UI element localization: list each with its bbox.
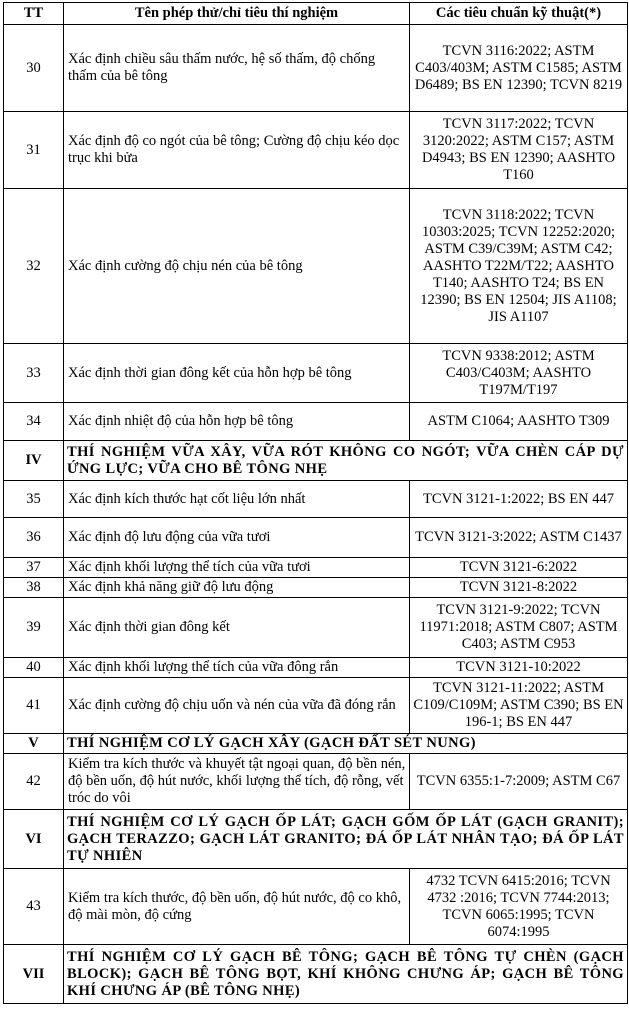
standards-cell: TCVN 3121-10:2022 xyxy=(410,658,628,678)
row-number: 32 xyxy=(4,189,64,344)
row-number: 34 xyxy=(4,403,64,441)
table-row xyxy=(4,25,628,112)
table-row xyxy=(4,754,628,810)
section-number: V xyxy=(4,734,64,754)
test-name: Xác định khả năng giữ độ lưu động xyxy=(64,578,410,598)
test-name: Xác định độ lưu động của vữa tươi xyxy=(64,518,410,558)
standards-cell: ASTM C1064; AASHTO T309 xyxy=(410,403,628,441)
table-row xyxy=(4,658,628,678)
section-title: THÍ NGHIỆM CƠ LÝ GẠCH ỐP LÁT; GẠCH GỐM ỐP LÁT (GẠCH GRANIT); GẠCH TERAZZO; GẠCH LÁT GRANITO; ĐÁ ỐP LÁT NHÂN TẠO; ĐÁ ỐP LÁT TỰ NHIÊN xyxy=(64,810,628,869)
section-row xyxy=(4,441,628,481)
standards-cell: TCVN 3121-3:2022; ASTM C1437 xyxy=(410,518,628,558)
section-row xyxy=(4,734,628,754)
table-row xyxy=(4,518,628,558)
standards-cell: TCVN 3121-1:2022; BS EN 447 xyxy=(410,481,628,518)
section-row xyxy=(4,810,628,869)
table-row xyxy=(4,598,628,658)
section-title: THÍ NGHIỆM CƠ LÝ GẠCH XÂY (GẠCH ĐẤT SÉT NUNG) xyxy=(64,734,628,754)
row-number: 37 xyxy=(4,558,64,578)
row-number: 31 xyxy=(4,112,64,189)
table-row xyxy=(4,678,628,734)
row-number: 30 xyxy=(4,25,64,112)
table-header-row xyxy=(4,3,628,25)
section-number: VII xyxy=(4,945,64,1004)
table-row xyxy=(4,403,628,441)
standards-cell: TCVN 6355:1-7:2009; ASTM C67 xyxy=(410,754,628,810)
standards-cell: TCVN 3116:2022; ASTM C403/403M; ASTM C1585; ASTM D6489; BS EN 12390; TCVN 8219 xyxy=(410,25,628,112)
standards-cell: TCVN 3121-11:2022; ASTM C109/C109M; ASTM C390; BS EN 196-1; BS EN 447 xyxy=(410,678,628,734)
section-number: IV xyxy=(4,441,64,481)
test-name: Kiểm tra kích thước và khuyết tật ngoại quan, độ bền nén, độ bền uốn, độ hút nước, khối lượng thể tích, độ rỗng, vết tróc do vôi xyxy=(64,754,410,810)
row-number: 33 xyxy=(4,344,64,403)
row-number: 43 xyxy=(4,869,64,945)
test-name: Xác định khối lượng thể tích của vữa tươi xyxy=(64,558,410,578)
test-name: Xác định cường độ chịu uốn và nén của vữa đã đóng rắn xyxy=(64,678,410,734)
table-row xyxy=(4,112,628,189)
test-name: Xác định kích thước hạt cốt liệu lớn nhất xyxy=(64,481,410,518)
standards-cell: TCVN 3121-9:2022; TCVN 11971:2018; ASTM C807; ASTM C403; ASTM C953 xyxy=(410,598,628,658)
standards-cell: TCVN 3117:2022; TCVN 3120:2022; ASTM C157; ASTM D4943; BS EN 12390; AASHTO T160 xyxy=(410,112,628,189)
table-row xyxy=(4,481,628,518)
row-number: 36 xyxy=(4,518,64,558)
table-row xyxy=(4,344,628,403)
test-name: Xác định nhiệt độ của hỗn hợp bê tông xyxy=(64,403,410,441)
section-title: THÍ NGHIỆM VỮA XÂY, VỮA RÓT KHÔNG CO NGÓT; VỮA CHÈN CÁP DỰ ỨNG LỰC; VỮA CHO BÊ TÔNG NHẸ xyxy=(64,441,628,481)
section-title: THÍ NGHIỆM CƠ LÝ GẠCH BÊ TÔNG; GẠCH BÊ TÔNG TỰ CHÈN (GẠCH BLOCK); GẠCH BÊ TÔNG BỌT, KHÍ KHÔNG CHƯNG ÁP; GẠCH BÊ TÔNG KHÍ CHƯNG ÁP (BÊ TÔNG NHẸ) xyxy=(64,945,628,1004)
standards-cell: TCVN 3118:2022; TCVN 10303:2025; TCVN 12252:2020; ASTM C39/C39M; ASTM C42; AASHTO T22M/T22; AASHTO T140; AASHTO T24; BS EN 12390; BS EN 12504; JIS A1108; JIS A1107 xyxy=(410,189,628,344)
row-number: 35 xyxy=(4,481,64,518)
row-number: 38 xyxy=(4,578,64,598)
standards-cell: TCVN 3121-6:2022 xyxy=(410,558,628,578)
row-number: 40 xyxy=(4,658,64,678)
test-name: Xác định cường độ chịu nén của bê tông xyxy=(64,189,410,344)
row-number: 41 xyxy=(4,678,64,734)
table-row xyxy=(4,189,628,344)
section-number: VI xyxy=(4,810,64,869)
section-row xyxy=(4,945,628,1004)
test-name: Xác định chiều sâu thấm nước, hệ số thấm, độ chống thấm của bê tông xyxy=(64,25,410,112)
row-number: 39 xyxy=(4,598,64,658)
row-number: 42 xyxy=(4,754,64,810)
table-row xyxy=(4,869,628,945)
header-standards: Các tiêu chuẩn kỹ thuật(*) xyxy=(410,3,628,25)
standards-cell: 4732 TCVN 6415:2016; TCVN 4732 :2016; TCVN 7744:2013; TCVN 6065:1995; TCVN 6074:1995 xyxy=(410,869,628,945)
test-name: Kiểm tra kích thước, độ bền uốn, độ hút nước, độ co khô, độ mài mòn, độ cứng xyxy=(64,869,410,945)
test-name: Xác định độ co ngót của bê tông; Cường độ chịu kéo dọc trục khi bửa xyxy=(64,112,410,189)
header-tt: TT xyxy=(4,3,64,25)
standards-cell: TCVN 3121-8:2022 xyxy=(410,578,628,598)
table-row xyxy=(4,578,628,598)
standards-table xyxy=(3,2,628,1004)
test-name: Xác định thời gian đông kết của hỗn hợp bê tông xyxy=(64,344,410,403)
table-row xyxy=(4,558,628,578)
test-name: Xác định thời gian đông kết xyxy=(64,598,410,658)
header-test-name: Tên phép thử/chỉ tiêu thí nghiệm xyxy=(64,3,410,25)
test-name: Xác định khối lượng thể tích của vữa đông rắn xyxy=(64,658,410,678)
standards-cell: TCVN 9338:2012; ASTM C403/C403M; AASHTO T197M/T197 xyxy=(410,344,628,403)
